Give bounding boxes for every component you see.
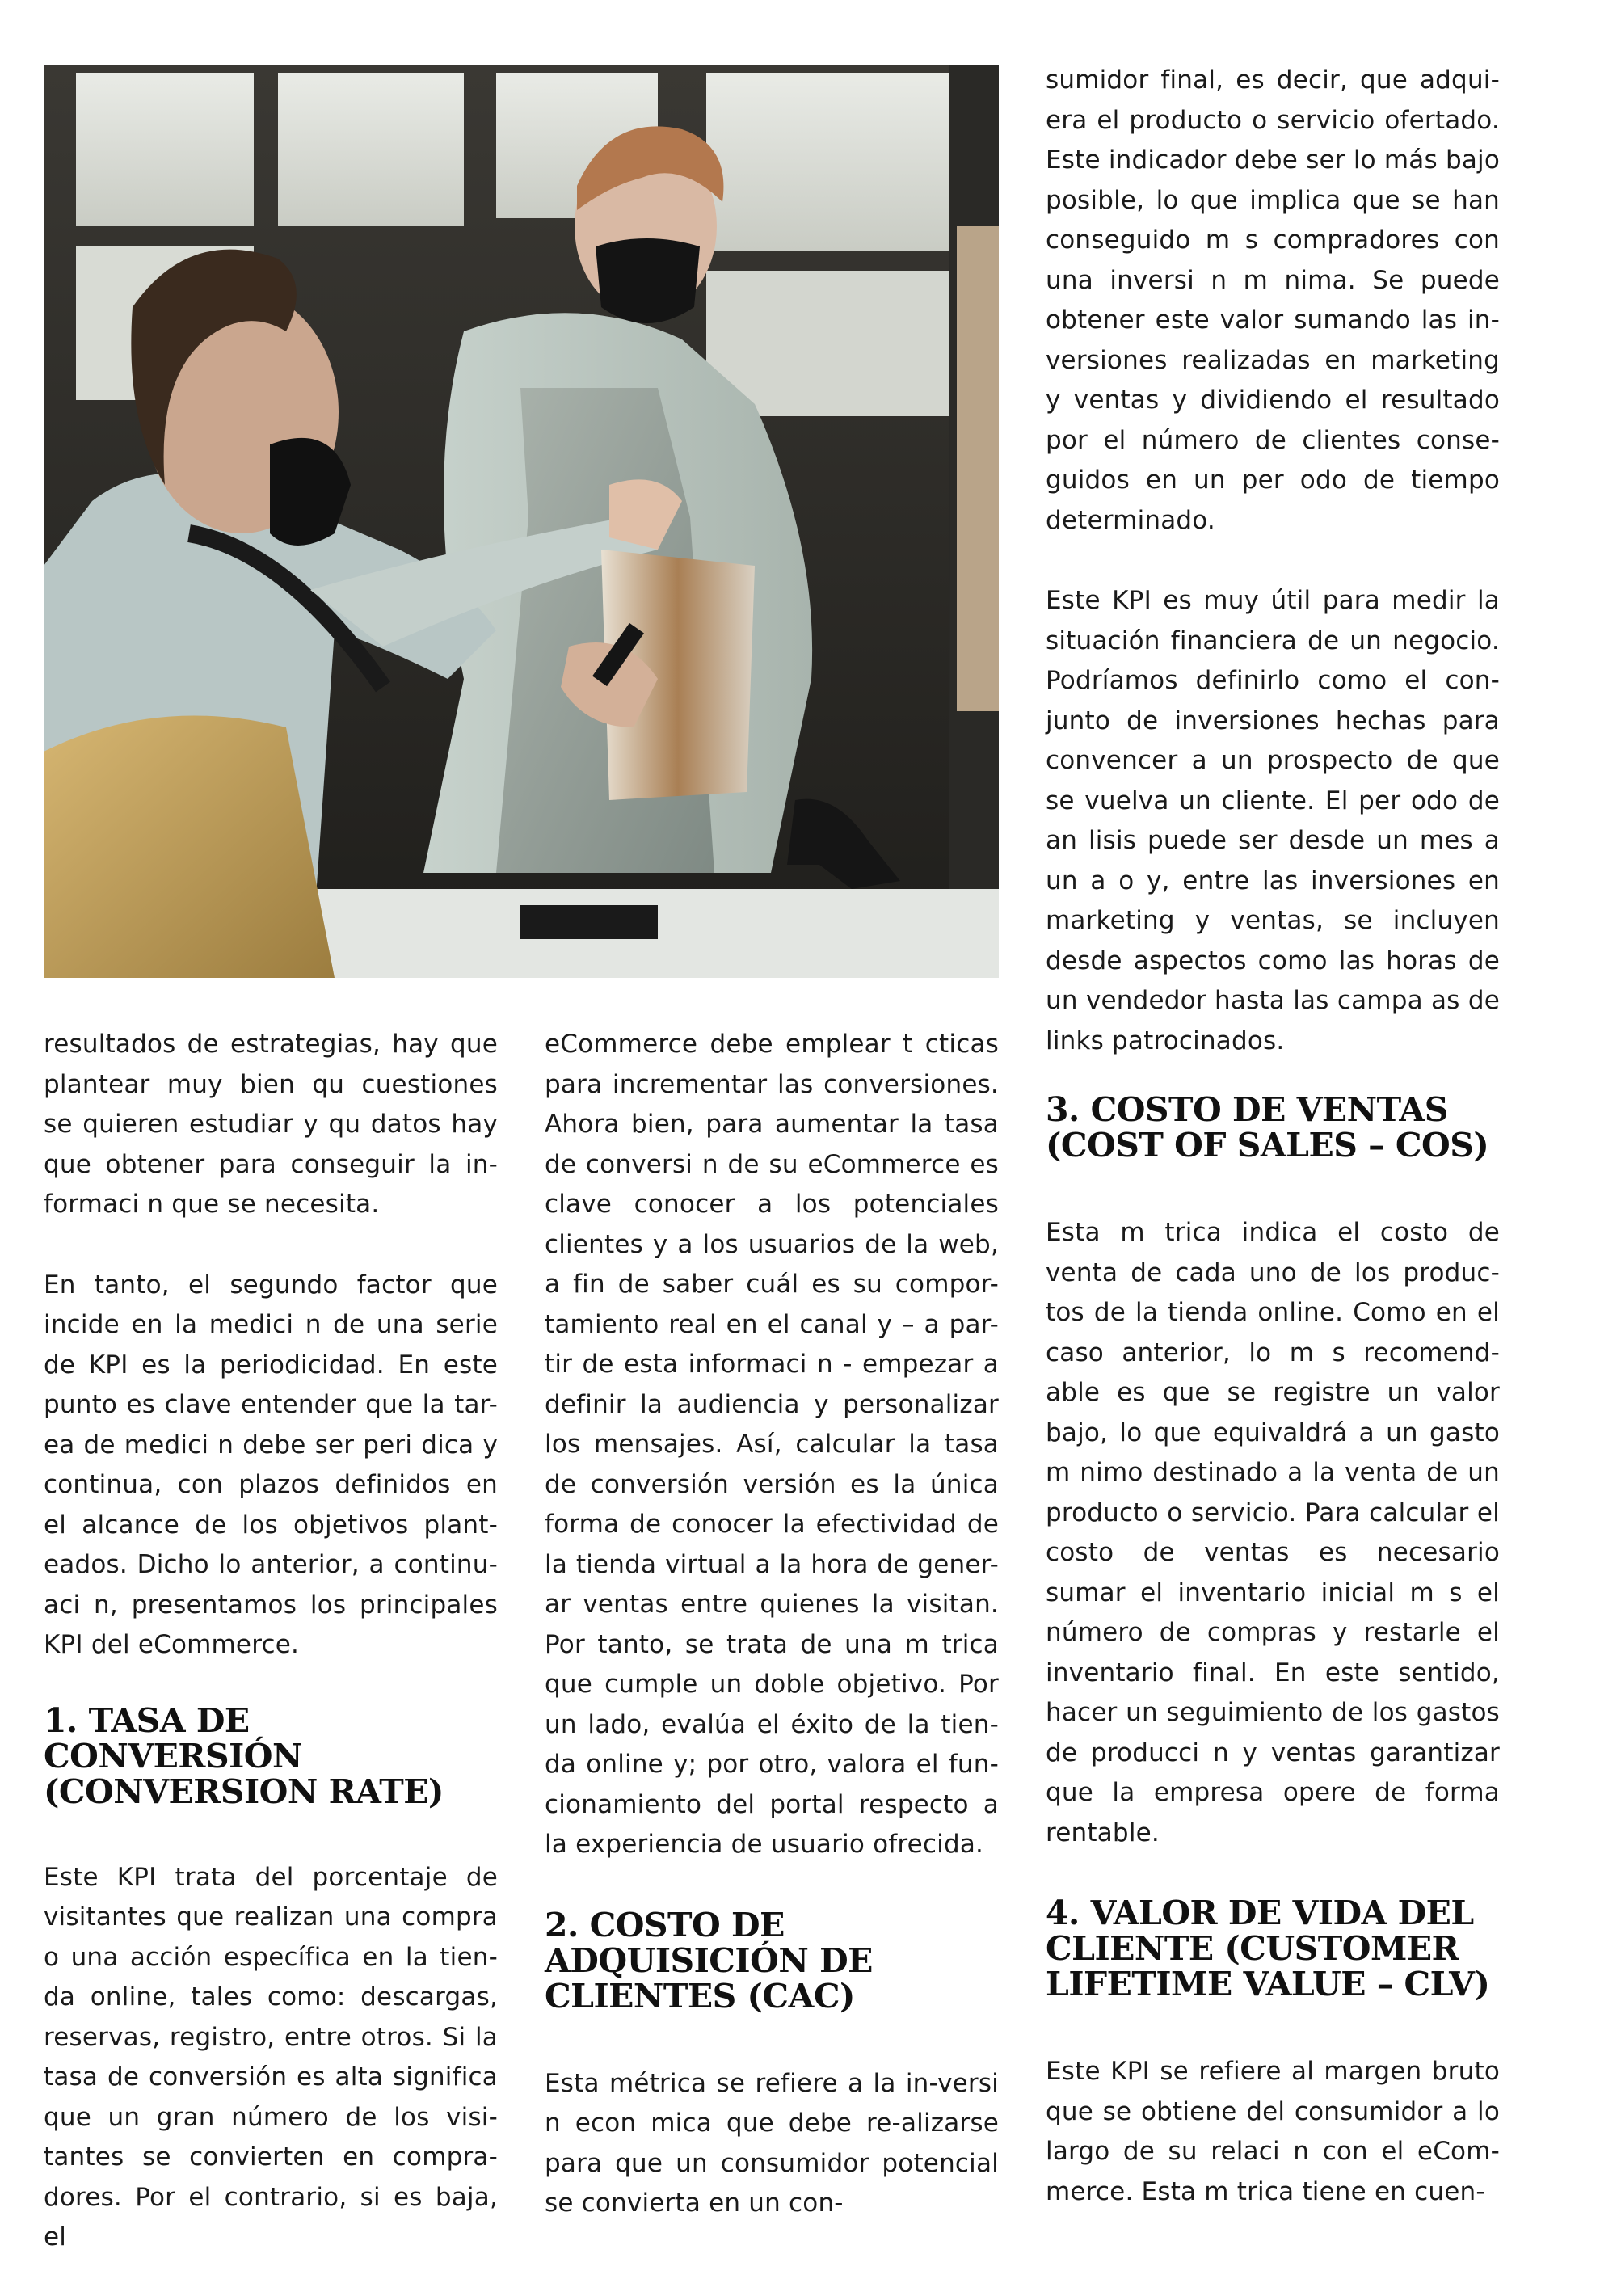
paragraph: sumidor final, es decir, que adqui-era el producto o servicio ofertado. Este indicador debe ser lo más bajo posible, lo que implica que se han conseguido m s compradores con una inversi n m nima. Se puede obtener este valor sumando las in-versiones realizadas en marketing y ventas y dividiendo el resultado por el número de clientes conse-guidos en un per odo de tiempo determinado. <box>1046 65 1500 535</box>
paragraph: Este KPI es muy útil para medir la situación financiera de un negocio. Podríamos definirlo como el con-junto de inversiones hechas para convencer a un prospecto de que se vuelva un cliente. El per odo de an lisis puede ser desde un mes a un a o y, entre las inversiones en marketing y ventas, se incluyen desde aspectos como las horas de un vendedor hasta las campa as de links patrocinados. <box>1046 586 1500 1055</box>
paragraph: Esta métrica se refiere a la in-versi n econ mica que debe re-alizarse para que un consumidor potencial se convierta en un con- <box>545 2068 999 2218</box>
column-3 <box>1046 61 1500 2212</box>
section-heading-cost-of-sales: 3. COSTO DE VENTAS (COST OF SALES – COS) <box>1046 1090 1489 1165</box>
column-2 <box>545 1025 999 2224</box>
paragraph: Este KPI trata del porcentaje de visitantes que realizan una compra o una acción específica en la tien-da online, tales como: descargas, reservas, registro, entre otros. Si la tasa de conversión es alta significa que un gran número de los visi-tantes se convierten en compra-dores. Por el contrario, si es baja, el <box>44 1862 498 2252</box>
section-heading-cac: 2. COSTO DE ADQUISICIÓN DE CLIENTES (CAC) <box>545 1905 873 2016</box>
paragraph: En tanto, el segundo factor que incide en la medici n de una serie de KPI es la periodicidad. En este punto es clave entender que la tar-ea de medici n debe ser peri dica y continua, con plazos definidos en el alcance de los objetivos plant-eados. Dicho lo anterior, a continu-aci n, presentamos los principales KPI del eCommerce. <box>44 1270 498 1659</box>
hero-photo <box>44 65 999 978</box>
section-heading-conversion-rate: 1. TASA DE CONVERSIÓN (CONVERSION RATE) <box>44 1700 444 1811</box>
shop-counter-illustration <box>44 65 999 978</box>
column-1 <box>44 1025 498 2258</box>
section-heading-clv: 4. VALOR DE VIDA DEL CLIENTE (CUSTOMER LIFETIME VALUE – CLV) <box>1046 1894 1490 2003</box>
paragraph: Este KPI se refiere al margen bruto que se obtiene del consumidor a lo largo de su relaci n con el eCom-merce. Esta m trica tiene en cuen- <box>1046 2057 1500 2206</box>
paragraph: Esta m trica indica el costo de venta de cada uno de los produc-tos de la tienda online. Como en el caso anterior, lo m s recomend-able es que se registre un valor bajo, lo que equivaldrá a un gasto m nimo destinado a la venta de un producto o servicio. Para calcular el costo de ventas es necesario sumar el inventario inicial m s el número de compras y restarle el inventario final. En este sentido, hacer un seguimiento de los gastos de producci n y ventas garantizar que la empresa opere de forma rentable. <box>1046 1218 1500 1847</box>
paragraph: resultados de estrategias, hay que plantear muy bien qu cuestiones se quieren estudiar y qu datos hay que obtener para conseguir la in-formaci n que se necesita. <box>44 1030 498 1219</box>
paragraph: eCommerce debe emplear t cticas para incrementar las conversiones. Ahora bien, para aumentar la tasa de conversi n de su eCommerce es clave conocer a los potenciales clientes y a los usuarios de la web, a fin de saber cuál es su compor-tamiento real en el canal y – a par-tir de esta informaci n - empezar a definir la audiencia y personalizar los mensajes. Así, calcular la tasa de conversión versión es la única forma de conocer la efectividad de la tienda virtual a la hora de gener-ar ventas entre quienes la visitan. Por tanto, se trata de una m trica que cumple un doble objetivo. Por un lado, evalúa el éxito de la tien-da online y; por otro, valora el fun-cionamiento del portal respecto a la experiencia de usuario ofrecida. <box>545 1030 999 1859</box>
